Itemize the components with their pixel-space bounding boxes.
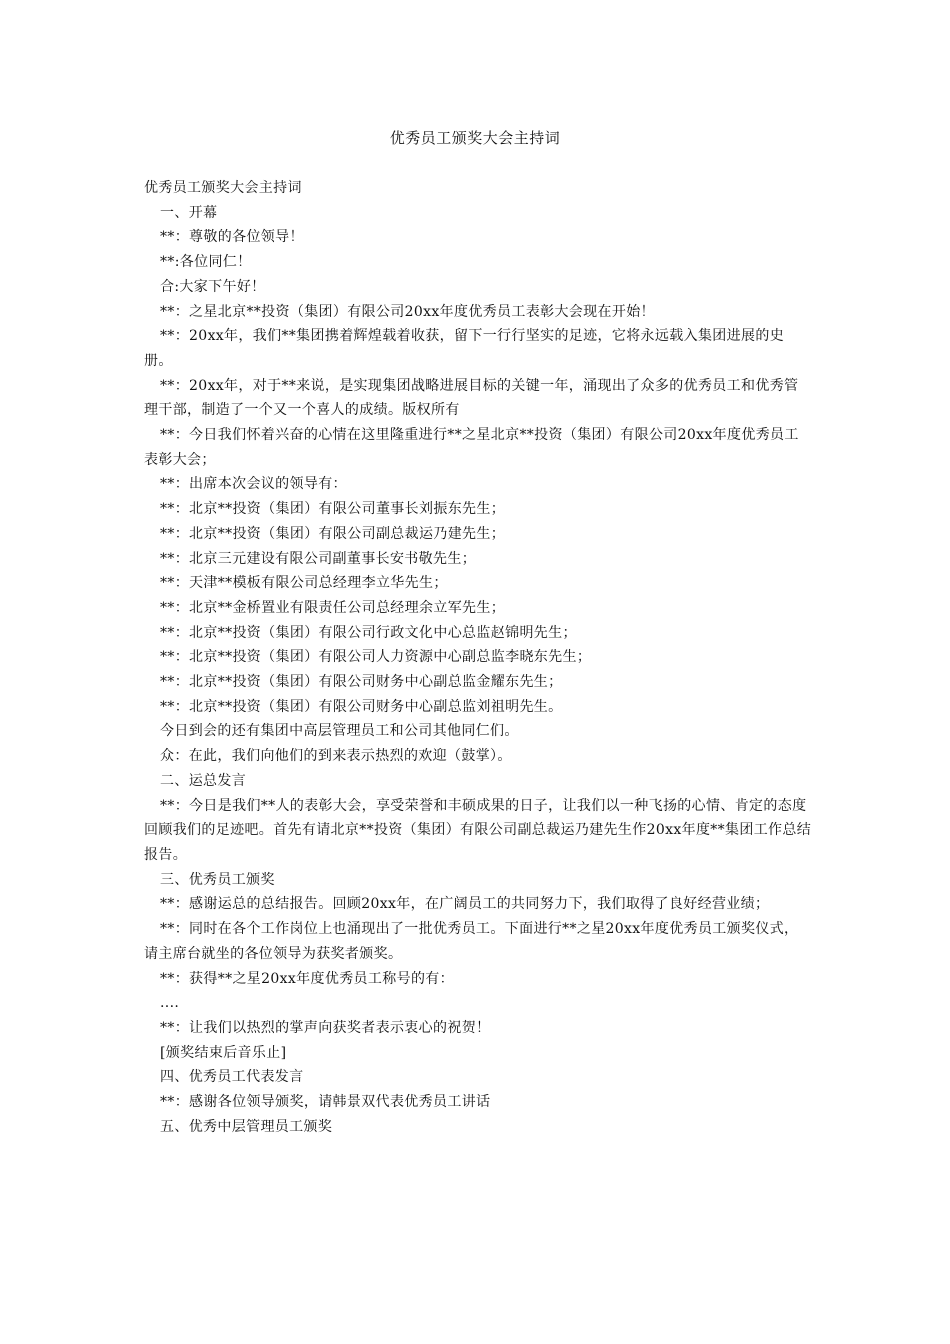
- paragraph: **：感谢各位领导颁奖，请韩景双代表优秀员工讲话: [160, 1094, 491, 1111]
- paragraph: **：同时在各个工作岗位上也涌现出了一批优秀员工。下面进行**之星20xx年度优秀员工颁奖仪式，请主席台就坐的各位领导为获奖者颁奖。: [144, 921, 799, 962]
- document-body: [144, 176, 812, 1139]
- section-heading-opening: 一、开幕: [160, 204, 218, 221]
- paragraph: **：今日我们怀着兴奋的心情在这里隆重进行**之星北京**投资（集团）有限公司20xx年度优秀员工表彰大会；: [144, 427, 799, 468]
- paragraph: **：获得**之星20xx年度优秀员工称号的有：: [160, 970, 455, 987]
- paragraph: **：今日是我们**人的表彰大会，享受荣誉和丰硕成果的日子，让我们以一种飞扬的心情、肯定的态度回顾我们的足迹吧。首先有请北京**投资（集团）有限公司副总裁运乃建先生作20xx年度**集团工作总结报告。: [144, 797, 812, 863]
- paragraph: **：让我们以热烈的掌声向获奖者表示衷心的祝贺！: [160, 1019, 491, 1036]
- paragraph: **：20xx年，我们**集团携着辉煌载着收获，留下一行行坚实的足迹，它将永远载入集团进展的史册。: [144, 328, 785, 369]
- paragraph: **：尊敬的各位领导！: [160, 229, 304, 246]
- ellipsis-line: ....: [160, 995, 180, 1012]
- attendee-line: **：北京**投资（集团）有限公司行政文化中心总监赵锦明先生；: [160, 624, 577, 641]
- attendee-line: **：北京**投资（集团）有限公司副总裁运乃建先生；: [160, 525, 506, 542]
- paragraph: **:各位同仁！: [160, 254, 252, 271]
- section-heading-speech: 二、运总发言: [160, 772, 247, 789]
- attendee-line: **：北京**投资（集团）有限公司财务中心副总监刘祖明先生。: [160, 698, 563, 715]
- attendee-line: **：北京三元建设有限公司副董事长安书敬先生；: [160, 550, 477, 567]
- attendee-line: **：北京**金桥置业有限责任公司总经理余立军先生；: [160, 599, 506, 616]
- attendee-line: **：天津**模板有限公司总经理李立华先生；: [160, 575, 448, 592]
- paragraph: **：之星北京**投资（集团）有限公司20xx年度优秀员工表彰大会现在开始！: [160, 303, 655, 320]
- section-heading-representative: 四、优秀员工代表发言: [160, 1069, 304, 1086]
- document-title: 优秀员工颁奖大会主持词: [389, 129, 561, 147]
- attendee-line: **：北京**投资（集团）有限公司人力资源中心副总监李晓东先生；: [160, 649, 592, 666]
- paragraph: **：感谢运总的总结报告。回顾20xx年，在广阔员工的共同努力下，我们取得了良好经营业绩；: [160, 896, 770, 913]
- subtitle-paragraph: 优秀员工颁奖大会主持词: [144, 180, 302, 196]
- paragraph: 今日到会的还有集团中高层管理员工和公司其他同仁们。: [160, 723, 519, 740]
- paragraph: 合:大家下午好！: [160, 278, 266, 295]
- attendee-line: **：北京**投资（集团）有限公司董事长刘振东先生；: [160, 501, 506, 518]
- section-heading-middle-management: 五、优秀中层管理员工颁奖: [160, 1118, 333, 1135]
- stage-direction: [颁奖结束后音乐止]: [160, 1044, 287, 1061]
- paragraph: 众：在此，我们向他们的到来表示热烈的欢迎（鼓掌）。: [160, 748, 512, 765]
- paragraph: **：出席本次会议的领导有：: [160, 476, 347, 493]
- attendee-line: **：北京**投资（集团）有限公司财务中心副总监金耀东先生；: [160, 674, 563, 691]
- section-heading-awards: 三、优秀员工颁奖: [160, 871, 275, 888]
- paragraph: **：20xx年，对于**来说，是实现集团战略进展目标的关键一年，涌现出了众多的优秀员工和优秀管理干部，制造了一个又一个喜人的成绩。版权所有: [144, 377, 799, 419]
